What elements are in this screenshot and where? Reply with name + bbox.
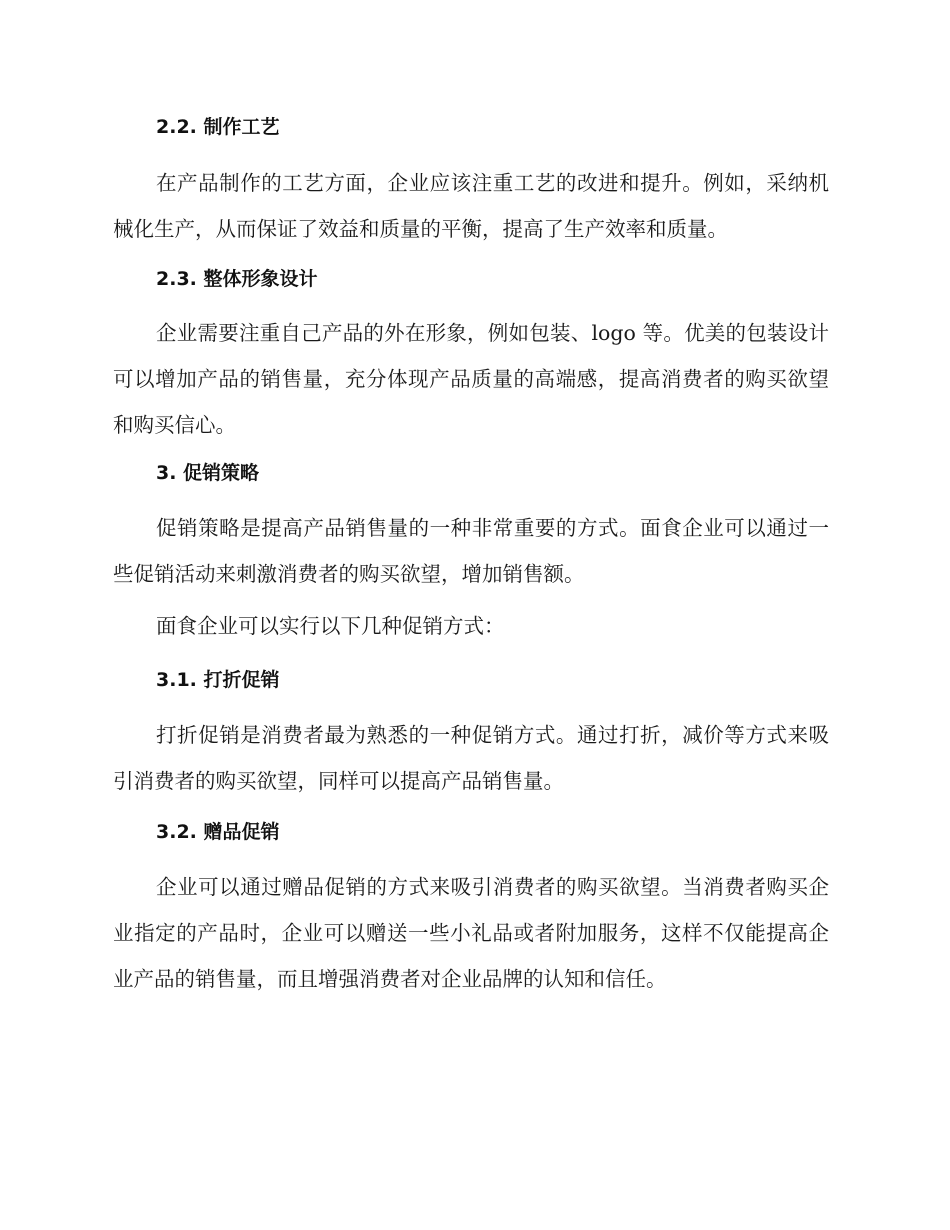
paragraph-promotion-methods-intro: 面食企业可以实行以下几种促销方式： <box>156 614 505 638</box>
paragraph-discount-promotion: 打折促销是消费者最为熟悉的一种促销方式。通过打折，减价等方式来吸引消费者的购买欲望，同样可以提高产品销售量。 <box>113 723 829 793</box>
paragraph-promotion-strategy: 促销策略是提高产品销售量的一种非常重要的方式。面食企业可以通过一些促销活动来刺激消费者的购买欲望，增加销售额。 <box>113 516 829 586</box>
section-heading-3: 3. 促销策略 <box>156 462 260 484</box>
paragraph-crafting: 在产品制作的工艺方面，企业应该注重工艺的改进和提升。例如，采纳机械化生产，从而保证了效益和质量的平衡，提高了生产效率和质量。 <box>113 171 829 241</box>
section-heading-3-2: 3.2. 赠品促销 <box>156 821 280 843</box>
section-heading-2-3: 2.3. 整体形象设计 <box>156 268 318 290</box>
section-heading-2-2: 2.2. 制作工艺 <box>156 116 280 138</box>
paragraph-image-design: 企业需要注重自己产品的外在形象，例如包装、logo 等。优美的包装设计可以增加产品的销售量，充分体现产品质量的高端感，提高消费者的购买欲望和购买信心。 <box>113 321 829 437</box>
paragraph-gift-promotion: 企业可以通过赠品促销的方式来吸引消费者的购买欲望。当消费者购买企业指定的产品时，企业可以赠送一些小礼品或者附加服务，这样不仅能提高企业产品的销售量，而且增强消费者对企业品牌的认知和信任。 <box>113 875 829 991</box>
section-heading-3-1: 3.1. 打折促销 <box>156 669 280 691</box>
